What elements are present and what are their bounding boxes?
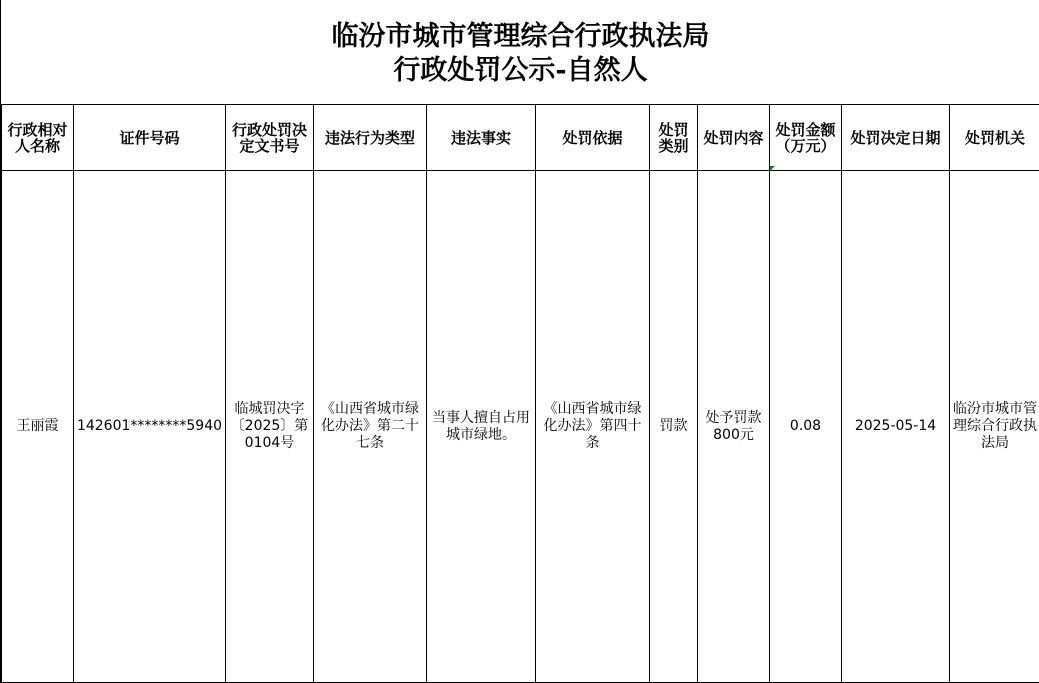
- header-cell-date[interactable]: 处罚决定日期: [842, 105, 950, 171]
- table-row: [2, 171, 1039, 683]
- title-line-1: 临汾市城市管理综合行政执法局: [331, 21, 710, 52]
- header-cell-basis[interactable]: 处罚依据: [536, 105, 650, 171]
- document-title: [1, 0, 1039, 104]
- header-cell-authority[interactable]: 处罚机关: [950, 105, 1039, 171]
- header-cell-facts[interactable]: 违法事实: [427, 105, 536, 171]
- cell-decision-no[interactable]: 临城罚决字〔2025〕第0104号: [226, 171, 314, 683]
- header-cell-content[interactable]: 处罚内容: [698, 105, 770, 171]
- cell-party-name[interactable]: 王丽霞: [2, 171, 74, 683]
- cell-facts[interactable]: 当事人擅自占用城市绿地。: [427, 171, 536, 683]
- header-cell-decision-no[interactable]: 行政处罚决定文书号: [226, 105, 314, 171]
- header-amount-label: 处罚金额（万元）: [775, 120, 836, 155]
- header-cell-category[interactable]: 处罚类别: [650, 105, 698, 171]
- cell-id-number[interactable]: 142601********5940: [74, 171, 226, 683]
- header-row: [2, 105, 1039, 171]
- cell-category[interactable]: 罚款: [650, 171, 698, 683]
- cell-authority[interactable]: 临汾市城市管理综合行政执法局: [950, 171, 1039, 683]
- cell-date[interactable]: 2025-05-14: [842, 171, 950, 683]
- title-line-2: 行政处罚公示-自然人: [393, 55, 648, 86]
- cell-basis[interactable]: 《山西省城市绿化办法》第四十条: [536, 171, 650, 683]
- header-cell-id-number[interactable]: 证件号码: [74, 105, 226, 171]
- cell-content[interactable]: 处予罚款800元: [698, 171, 770, 683]
- cell-violation-type[interactable]: 《山西省城市绿化办法》第二十七条: [314, 171, 427, 683]
- header-cell-amount[interactable]: [770, 105, 842, 171]
- header-cell-party-name[interactable]: 行政相对人名称: [2, 105, 74, 171]
- cell-comment-marker: [770, 166, 775, 171]
- penalty-table: [1, 104, 1039, 683]
- header-cell-violation-type[interactable]: 违法行为类型: [314, 105, 427, 171]
- cell-amount[interactable]: 0.08: [770, 171, 842, 683]
